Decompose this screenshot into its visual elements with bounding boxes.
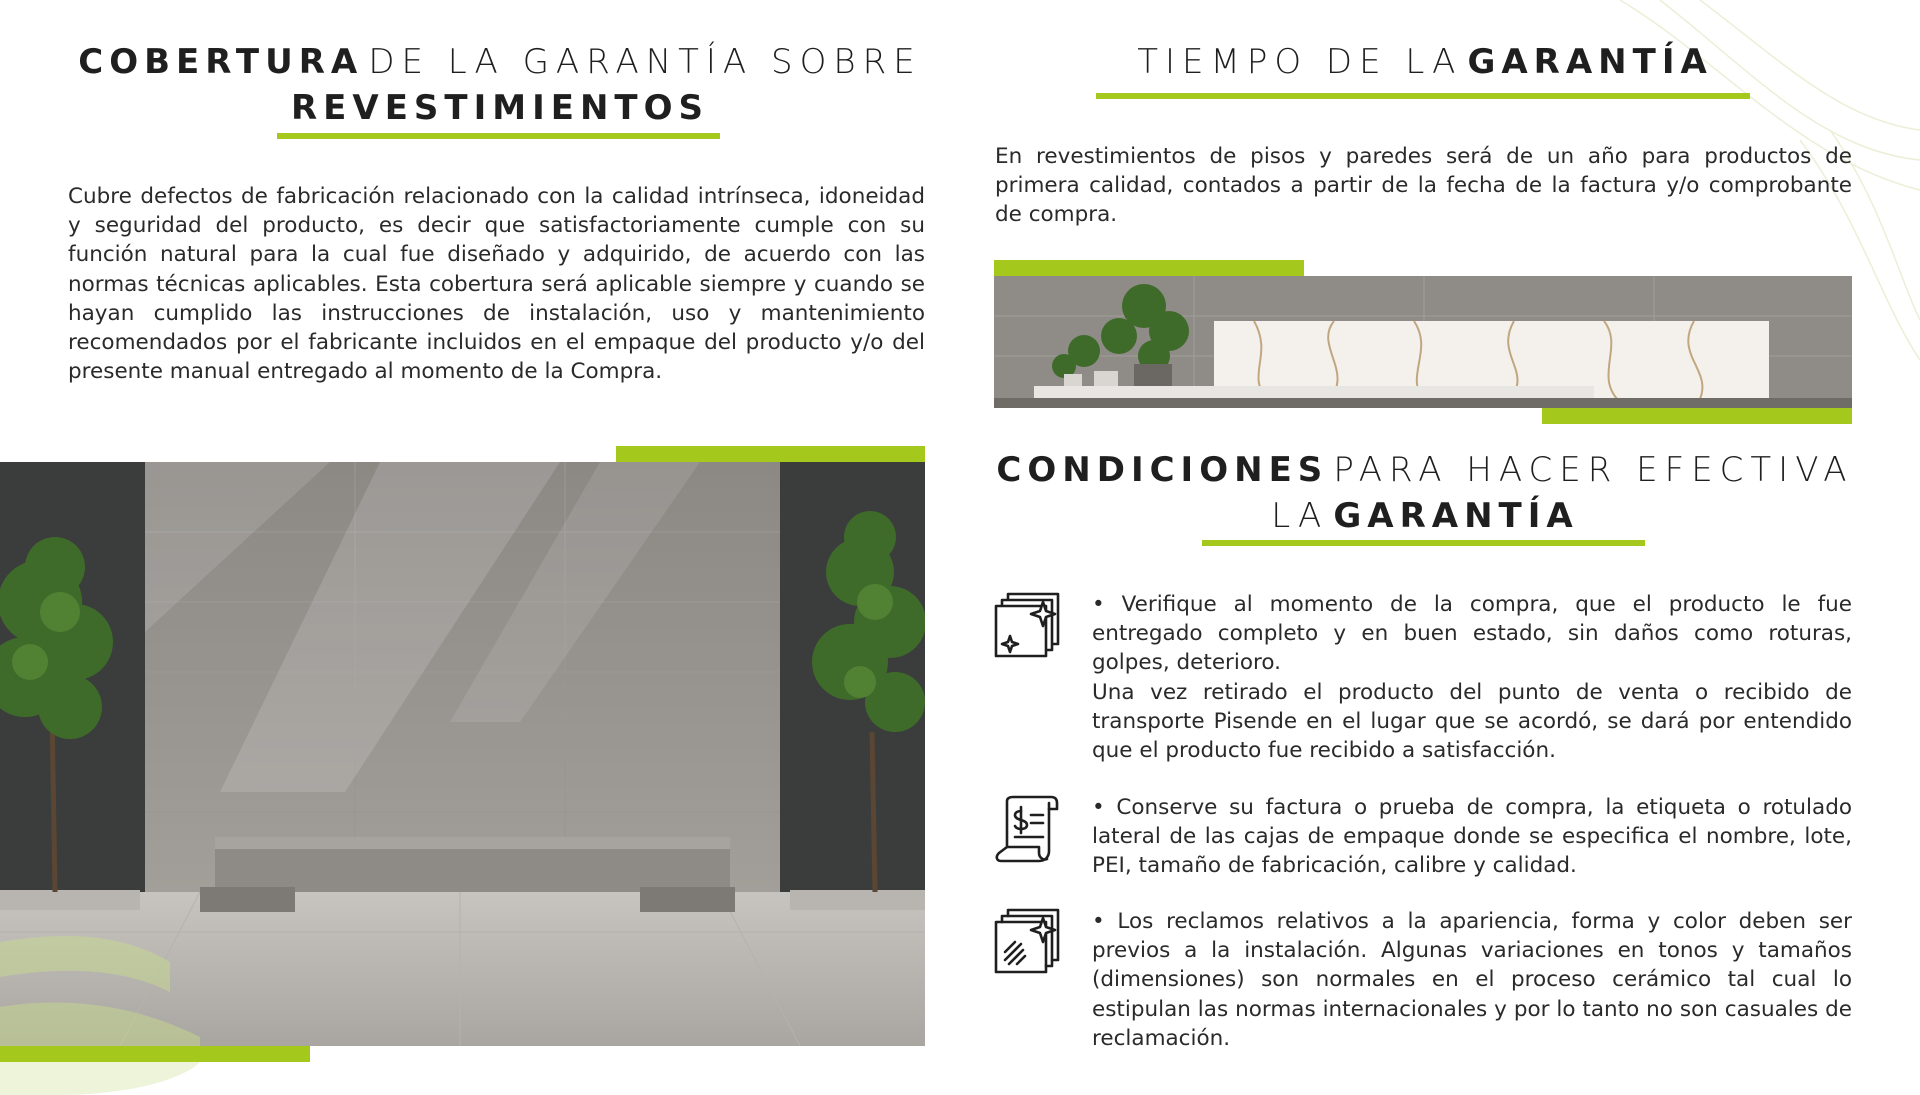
decorative-logo-watermark	[0, 1062, 220, 1095]
photo-right-accent-top	[994, 260, 1304, 276]
time-title-bold: GARANTÍA	[1467, 42, 1713, 82]
invoice-icon	[993, 795, 1063, 865]
time-title-underline	[1096, 93, 1750, 99]
interior-wall-bench-photo	[0, 462, 925, 1046]
condition-item-1-text: • Verifique al momento de la compra, que el producto le fue entregado completo y en buen estado, sin daños como roturas, golpes, deterioro.	[1092, 592, 1852, 676]
coverage-title	[40, 42, 960, 134]
tile-sparkle-icon	[993, 592, 1063, 662]
condition-item-3-text: • Los reclamos relativos a la apariencia, forma y color deben ser previos a la instalación. Algunas variaciones en tonos y tamaños (dimensiones) son normales en el proceso cerámico tal cual lo estipulan las normas internacionales y por lo tanto no son casuales de reclamación.	[1092, 909, 1852, 1051]
photo-right-accent-bottom	[1542, 408, 1852, 424]
conditions-title	[985, 450, 1865, 542]
conditions-title-line2-light: LA	[1271, 496, 1329, 536]
coverage-title-bold: COBERTURA	[78, 42, 364, 82]
time-title-light: TIEMPO DE LA	[1137, 42, 1463, 82]
condition-item-3	[1092, 907, 1852, 1053]
marble-counter-plants-photo	[994, 276, 1852, 408]
time-title	[995, 42, 1855, 88]
coverage-title-underline	[277, 133, 720, 139]
conditions-title-line2-bold: GARANTÍA	[1333, 496, 1579, 536]
condition-item-1-text2: Una vez retirado el producto del punto de venta o recibido de transporte Pisende en el lugar que se acordó, se dará por entendido que el producto fue recibido a satisfacción.	[1092, 679, 1852, 764]
coverage-title-light: DE LA GARANTÍA SOBRE	[368, 42, 922, 82]
conditions-title-underline	[1202, 540, 1645, 546]
photo-left-accent-top	[616, 446, 925, 462]
coverage-title-line2: REVESTIMIENTOS	[290, 88, 710, 128]
condition-item-2-text: • Conserve su factura o prueba de compra, la etiqueta o rotulado lateral de las cajas de empaque donde se especifica el nombre, lote, PEI, tamaño de fabricación, calibre y calidad.	[1092, 795, 1852, 879]
photo-left-accent-bottom	[0, 1046, 310, 1062]
coverage-body: Cubre defectos de fabricación relacionado con la calidad intrínseca, idoneidad y seguridad del producto, es decir que satisfactoriamente cumple con su función natural para la cual fue diseñado y adquirido, de acuerdo con las normas técnicas aplicables. Esta cobertura será aplicable siempre y cuando se hayan cumplido las instrucciones de instalación, uso y mantenimiento recomendados por el fabricante incluidos en el empaque del producto y/o del presente manual entregado al momento de la Compra.	[68, 184, 925, 385]
condition-item-2	[1092, 793, 1852, 881]
time-body: En revestimientos de pisos y paredes será de un año para productos de primera calidad, contados a partir de la fecha de la factura y/o comprobante de compra.	[995, 144, 1852, 228]
tile-texture-icon	[993, 908, 1063, 978]
condition-item-1	[1092, 590, 1852, 765]
conditions-title-light: PARA HACER EFECTIVA	[1333, 450, 1854, 490]
conditions-title-bold: CONDICIONES	[996, 450, 1329, 490]
